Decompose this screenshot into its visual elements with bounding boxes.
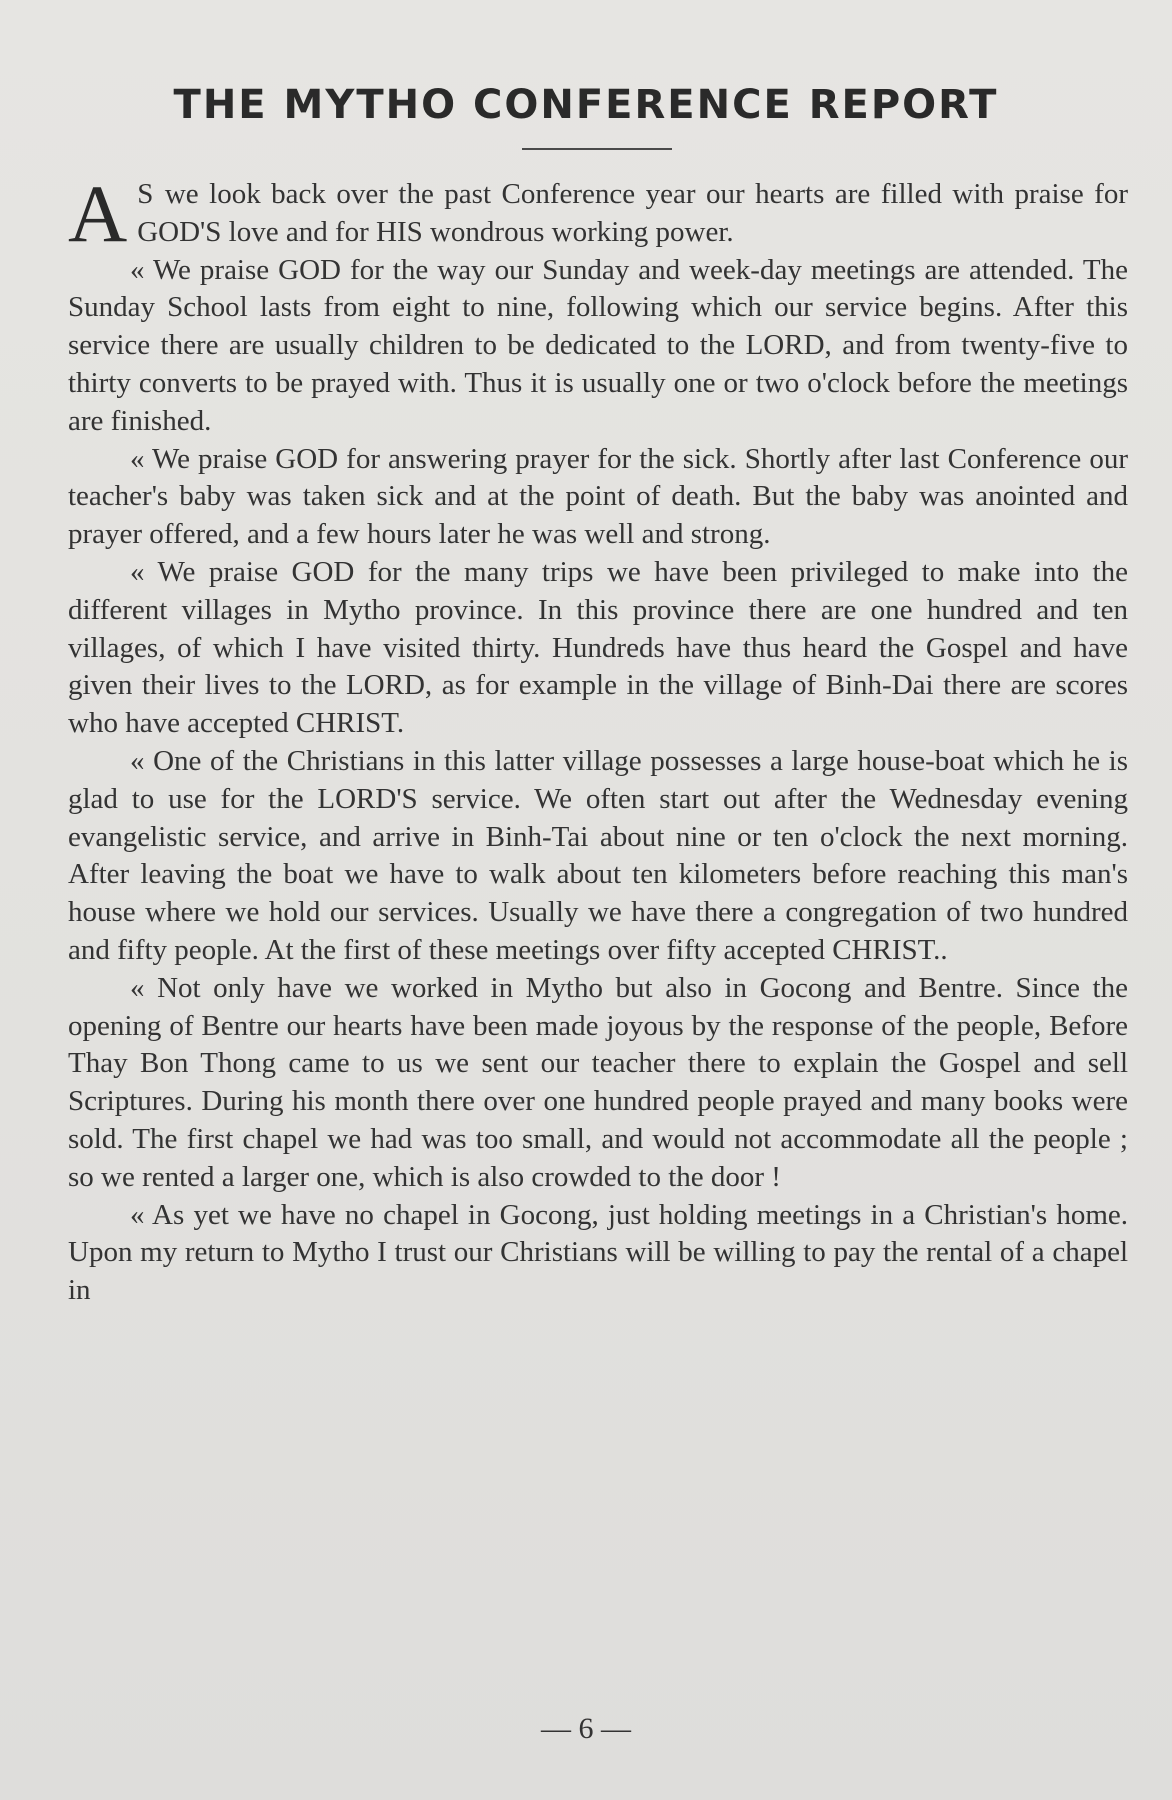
paragraph-5: « Not only have we worked in Mytho but also in Gocong and Bentre. Since the opening of Bentre our hearts have been made joyous by the response of the people, Before Thay Bon Thong came to us we sent our teacher there to explain the Gospel and sell Scriptures. During his month there over one hundred people prayed and many books were sold. The first chapel we had was too small, and would not accommodate all the people ; so we rented a larger one, which is also crowded to the door !	[68, 971, 1128, 1193]
title-divider	[522, 148, 672, 150]
page-title: THE MYTHO CONFERENCE REPORT	[173, 82, 999, 128]
page-number: — 6 —	[541, 1712, 631, 1745]
paragraph-opening	[68, 168, 1128, 259]
drop-cap: A	[68, 168, 128, 259]
paragraph-1: « We praise GOD for the way our Sunday and week-day meetings are attended. The Sunday School lasts from eight to nine, following which our service begins. After this service there are usually children to be dedicated to the LORD, and from twenty-five to thirty converts to be prayed with. Thus it is usually one or two o'clock before the meetings are finished.	[68, 253, 1128, 437]
paragraph-6: « As yet we have no chapel in Gocong, just holding meetings in a Christian's home. Upon my return to Mytho I trust our Christians will be willing to pay the rental of a chapel in	[68, 1198, 1128, 1307]
paragraph-3: « We praise GOD for the many trips we have been privileged to make into the different villages in Mytho province. In this province there are one hundred and ten villages, of which I have visited thirty. Hundreds have thus heard the Gospel and have given their lives to the LORD, as for example in the village of Binh-Dai there are scores who have accepted CHRIST.	[68, 555, 1128, 740]
opening-smallcaps: S	[137, 178, 155, 210]
opening-text: we look back over the past Conference year our hearts are filled with praise for GOD'S love and for HIS wondrous working power.	[137, 178, 1128, 248]
article-body	[68, 168, 1128, 1310]
paragraph-2: « We praise GOD for answering prayer for the sick. Shortly after last Conference our teacher's baby was taken sick and at the point of death. But the baby was anointed and prayer offered, and a few hours later he was well and strong.	[68, 442, 1128, 551]
paragraph-4: « One of the Christians in this latter village possesses a large house-boat which he is glad to use for the LORD'S service. We often start out after the Wednesday evening evangelistic service, and arrive in Binh-Tai about nine or ten o'clock the next morning. After leaving the boat we have to walk about ten kilometers before reaching this man's house where we hold our services. Usually we have there a congregation of two hundred and fifty people. At the first of these meetings over fifty accepted CHRIST..	[68, 744, 1128, 966]
